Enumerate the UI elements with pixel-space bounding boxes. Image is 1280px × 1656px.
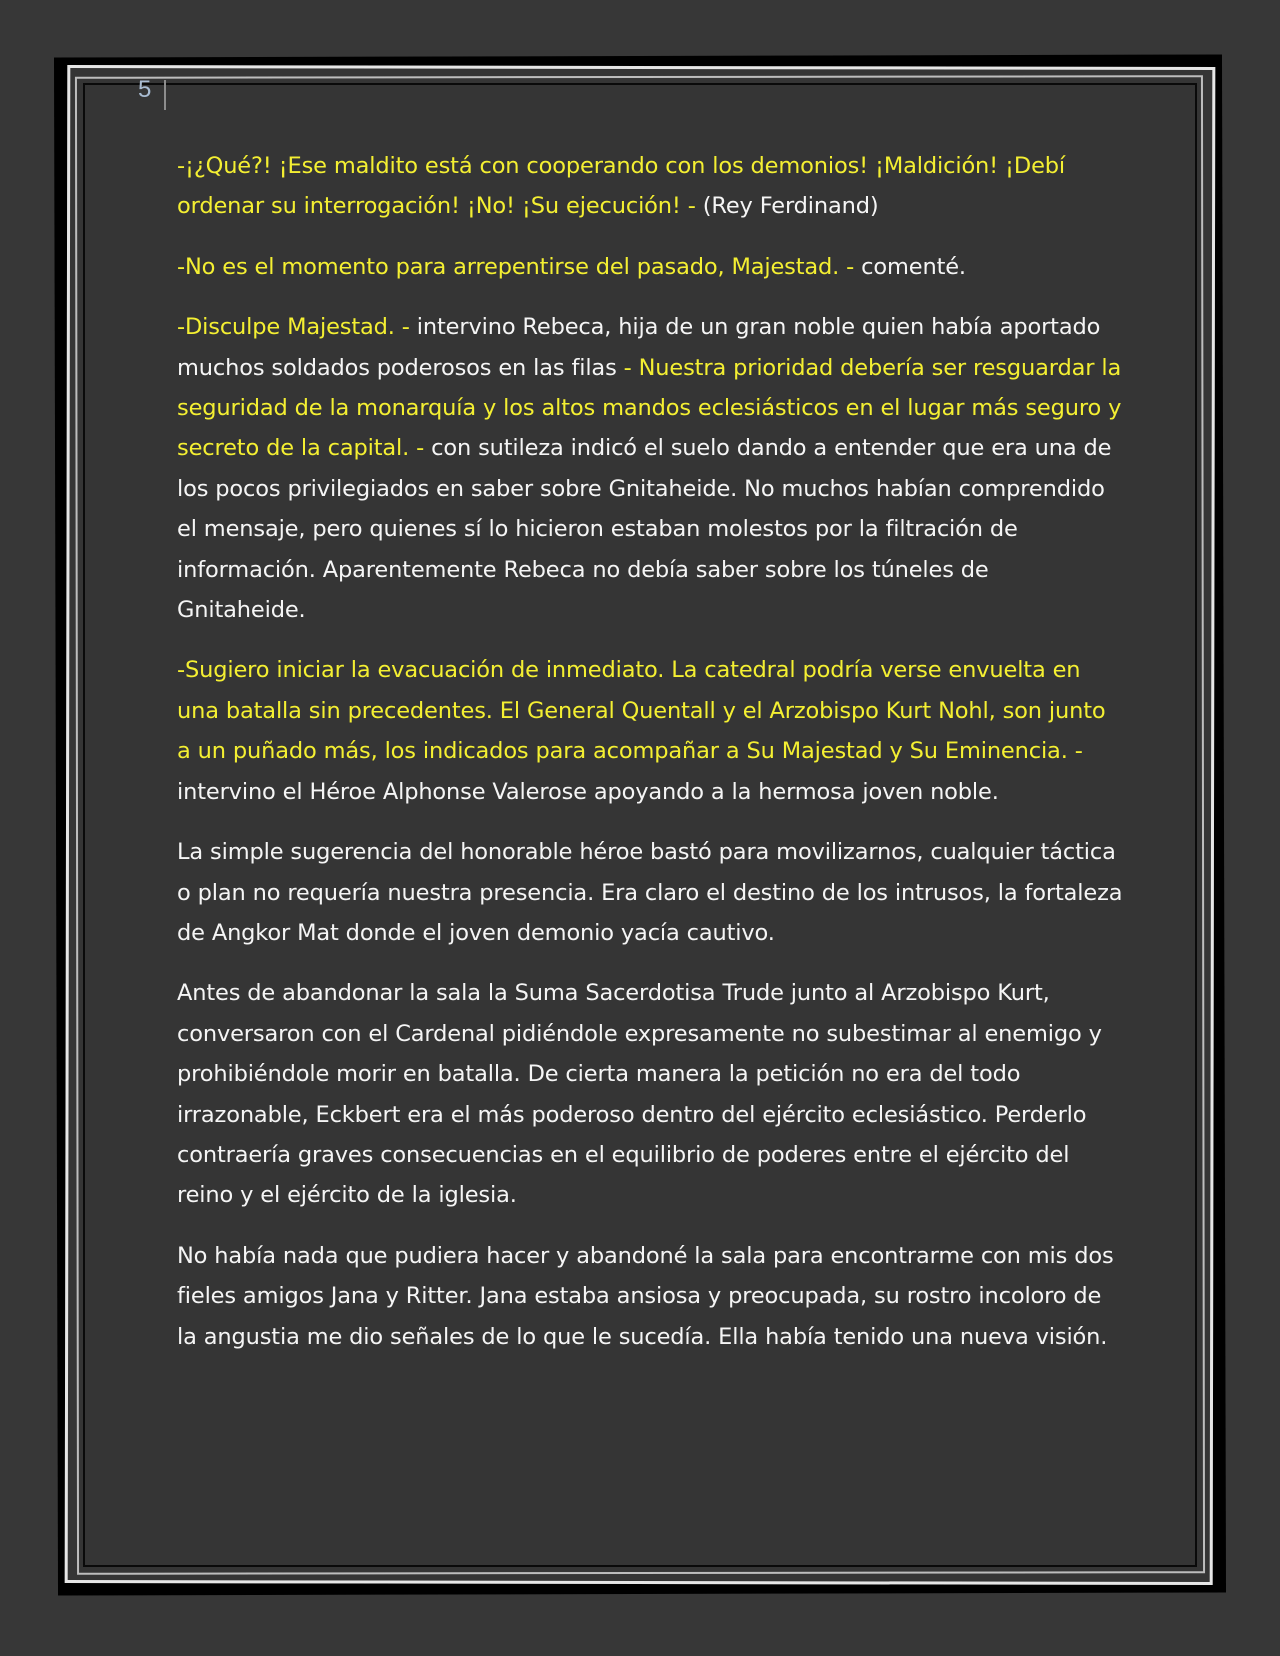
narration-text: La simple sugerencia del honorable héroe bastó para movilizarnos, cualquier táctica o plan no requería nuestra presencia. Era claro el destino de los intrusos, la fortaleza de Angkor Mat donde el joven demonio yacía cautivo.: [177, 839, 1123, 946]
page-number-divider: [164, 80, 166, 110]
narration-text: Antes de abandonar la sala la Suma Sacerdotisa Trude junto al Arzobispo Kurt, conversaron con el Cardenal pidiéndole expresamente no subestimar al enemigo y prohibiéndole morir en batalla. De cierta manera la petición no era del todo irrazonable, Eckbert era el más poderoso dentro del ejército eclesiástico. Perderlo contraería graves consecuencias en el equilibrio de poderes entre el ejército del reino y el ejército de la iglesia.: [177, 980, 1102, 1209]
story-text: [177, 146, 1123, 1377]
narration-text: No había nada que pudiera hacer y abandoné la sala para encontrarme con mis dos fieles amigos Jana y Ritter. Jana estaba ansiosa y preocupada, su rostro incoloro de la angustia me dio señales de lo que le sucedía. Ella había tenido una nueva visión.: [177, 1242, 1114, 1350]
dialogue-text: -¡¿Qué?! ¡Ese maldito está con cooperando con los demonios! ¡Maldición! ¡Debí ordenar su interrogación! ¡No! ¡Su ejecución! -: [177, 153, 1066, 220]
narration-text: comenté.: [861, 253, 966, 280]
paragraph: [177, 307, 1123, 630]
page-number: 5: [138, 76, 152, 103]
dialogue-text: -No es el momento para arrepentirse del pasado, Majestad. -: [177, 253, 862, 280]
narration-text: con sutileza indicó el suelo dando a entender que era una de los pocos privilegiados en saber sobre Gnitaheide. No muchos habían comprendido el mensaje, pero quienes sí lo hicieron estaban molestos por la filtración de información. Aparentemente Rebeca no debía saber sobre los túneles de Gnitaheide.: [177, 435, 1112, 624]
dialogue-text: -Disculpe Majestad. -: [177, 314, 417, 341]
paragraph: [177, 247, 1123, 287]
paragraph: [177, 832, 1123, 953]
dialogue-text: -Sugiero iniciar la evacuación de inmediato. La catedral podría verse envuelta en una batalla sin precedentes. El General Quentall y el Arzobispo Kurt Nohl, son junto a un puñado más, los indicados para acompañar a Su Majestad y Su Eminencia. -: [177, 657, 1106, 765]
narration-text: intervino Rebeca, hija de un gran noble quien había aportado muchos soldados poderosos en las filas: [177, 314, 1101, 381]
dialogue-text: - Nuestra prioridad debería ser resguardar la seguridad de la monarquía y los altos mandos eclesiásticos en el lugar más seguro y secreto de la capital. -: [177, 354, 1122, 462]
paragraph: [177, 973, 1123, 1215]
narration-text: (Rey Ferdinand): [702, 193, 879, 220]
narration-text: intervino el Héroe Alphonse Valerose apoyando a la hermosa joven noble.: [177, 778, 999, 805]
paragraph: [177, 1236, 1123, 1357]
paragraph: [177, 146, 1123, 227]
paragraph: [177, 650, 1123, 812]
